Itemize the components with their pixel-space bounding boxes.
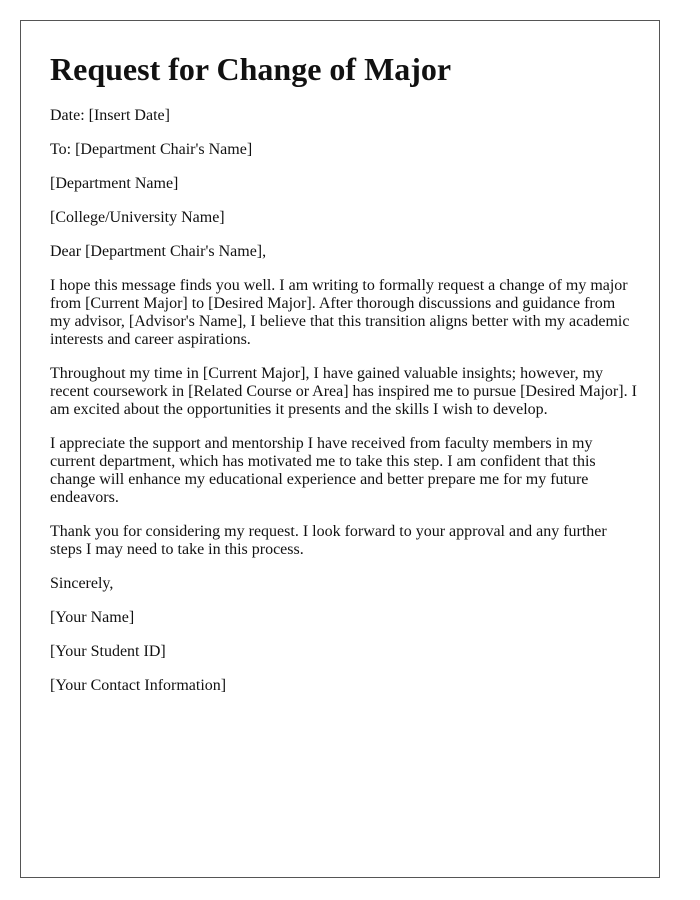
body-paragraph-1: I hope this message finds you well. I am writing to formally request a change of my major from [Current Major] to [Desired Major]. After thorough discussions and guidance from my advisor, [Advisor's Name], I believe that this transition aligns better with my academic interests and career aspirations. <box>50 277 630 348</box>
body-paragraph-4: Thank you for considering my request. I look forward to your approval and any further steps I may need to take in this process. <box>50 523 607 558</box>
salutation: Dear [Department Chair's Name], <box>50 243 267 260</box>
letter-page <box>20 20 660 878</box>
letter-content <box>50 49 638 711</box>
signature-name: [Your Name] <box>50 609 135 626</box>
letter-title: Request for Change of Major <box>50 51 452 87</box>
contact-info: [Your Contact Information] <box>50 677 227 694</box>
date-line: Date: [Insert Date] <box>50 107 170 124</box>
body-paragraph-2: Throughout my time in [Current Major], I have gained valuable insights; however, my recent coursework in [Related Course or Area] has inspired me to pursue [Desired Major]. I am excited about the opportunities it presents and the skills I wish to develop. <box>50 365 637 418</box>
institution-line: [College/University Name] <box>50 209 225 226</box>
body-paragraph-3: I appreciate the support and mentorship I have received from faculty members in my current department, which has motivated me to take this step. I am confident that this change will enhance my educational experience and better prepare me for my future endeavors. <box>50 435 596 506</box>
student-id: [Your Student ID] <box>50 643 166 660</box>
closing: Sincerely, <box>50 575 114 592</box>
recipient-line: To: [Department Chair's Name] <box>50 141 253 158</box>
department-line: [Department Name] <box>50 175 179 192</box>
